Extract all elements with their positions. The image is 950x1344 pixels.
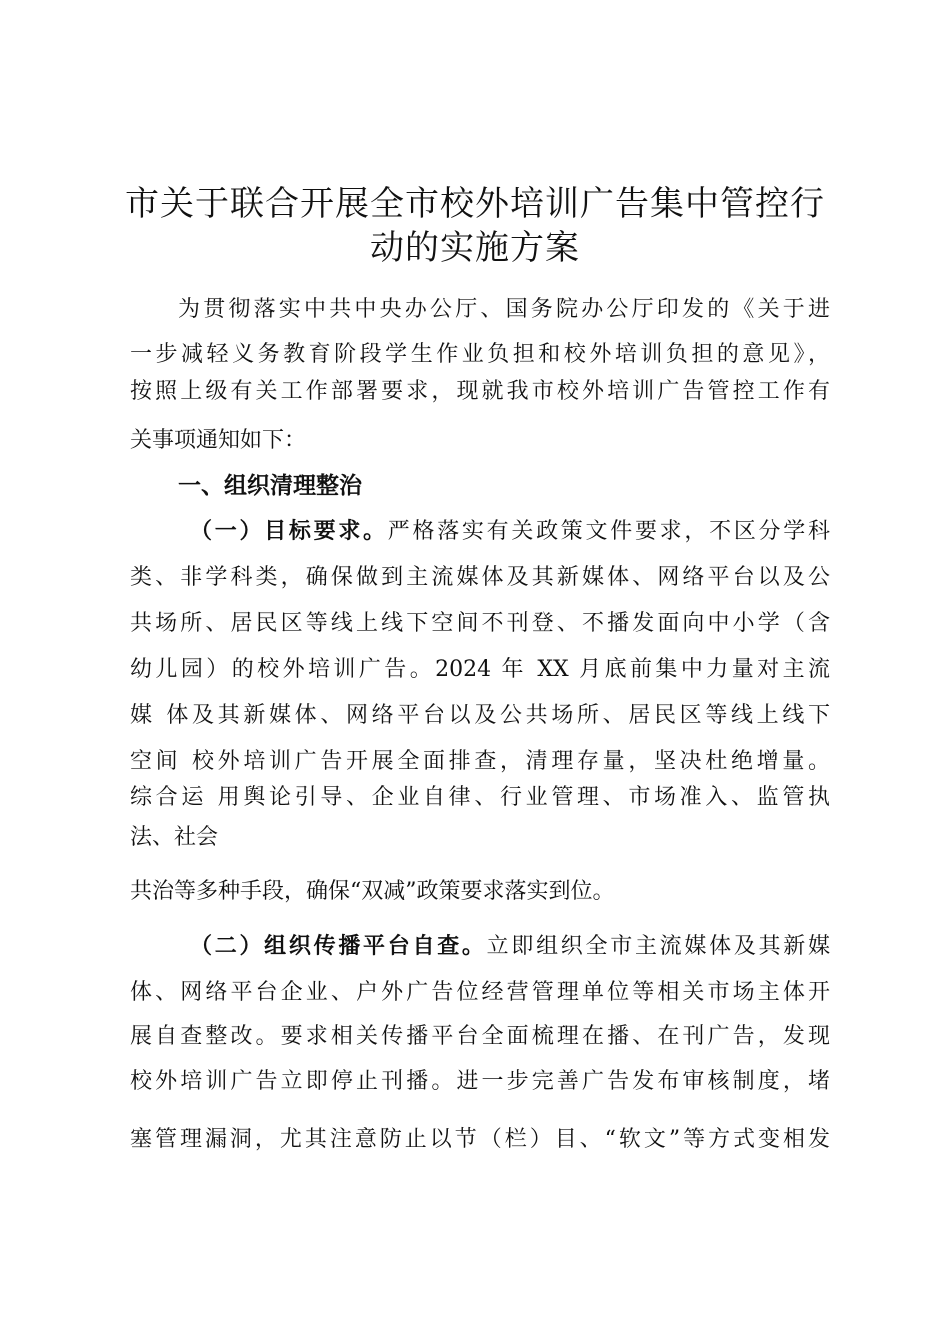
item-2-line: 展自查整改。要求相关传播平台全面梳理在播、在刊广告，发现 — [130, 1024, 830, 1049]
item-1-label: （一）目标要求。 — [190, 519, 388, 544]
document-title-line-2: 动的实施方案 — [370, 228, 580, 268]
item-1-line: 共场所、居民区等线上线下空间不刊登、不播发面向中小学（含 — [130, 611, 830, 636]
item-2-line: 塞管理漏洞，尤其注意防止以节（栏）目、“软文”等方式变相发 — [130, 1127, 830, 1152]
intro-paragraph-line: 为贯彻落实中共中央办公厅、国务院办公厅印发的《关于进 — [178, 297, 830, 322]
intro-paragraph-line: 关事项通知如下： — [130, 428, 307, 453]
item-2-label: （二）组织传播平台自查。 — [190, 934, 487, 959]
item-1-line: 综合运 用舆论引导、企业自律、行业管理、市场准入、监管执 — [130, 785, 830, 810]
item-2-first-line — [190, 933, 830, 961]
item-1-first-line — [190, 518, 830, 546]
item-1-line: 法、社会 — [130, 825, 219, 850]
item-1-line: 媒 体及其新媒体、网络平台以及公共场所、居民区等线上线下 — [130, 703, 830, 728]
intro-paragraph-line: 一步减轻义务教育阶段学生作业负担和校外培训负担的意见》， — [130, 342, 830, 367]
document-title-line-1: 市关于联合开展全市校外培训广告集中管控行 — [125, 184, 825, 224]
item-1-first-line-text: 严格落实有关政策文件要求，不区分学科 — [387, 519, 830, 544]
section-heading: 一、组织清理整治 — [178, 473, 362, 499]
item-1-line: 共治等多种手段，确保“双减”政策要求落实到位。 — [130, 879, 615, 904]
item-1-line: 类、非学科类，确保做到主流媒体及其新媒体、网络平台以及公 — [130, 565, 830, 590]
item-2-first-line-text: 立即组织全市主流媒体及其新媒 — [486, 934, 830, 959]
item-2-line: 体、网络平台企业、户外广告位经营管理单位等相关市场主体开 — [130, 980, 830, 1005]
item-2-line: 校外培训广告立即停止刊播。进一步完善广告发布审核制度，堵 — [130, 1069, 830, 1094]
item-1-line: 幼儿园）的校外培训广告。2024 年 XX 月底前集中力量对主流 — [130, 657, 830, 682]
item-1-line: 空间 校外培训广告开展全面排查，清理存量，坚决杜绝增量。 — [130, 749, 830, 774]
intro-paragraph-line: 按照上级有关工作部署要求，现就我市校外培训广告管控工作有 — [130, 379, 830, 404]
